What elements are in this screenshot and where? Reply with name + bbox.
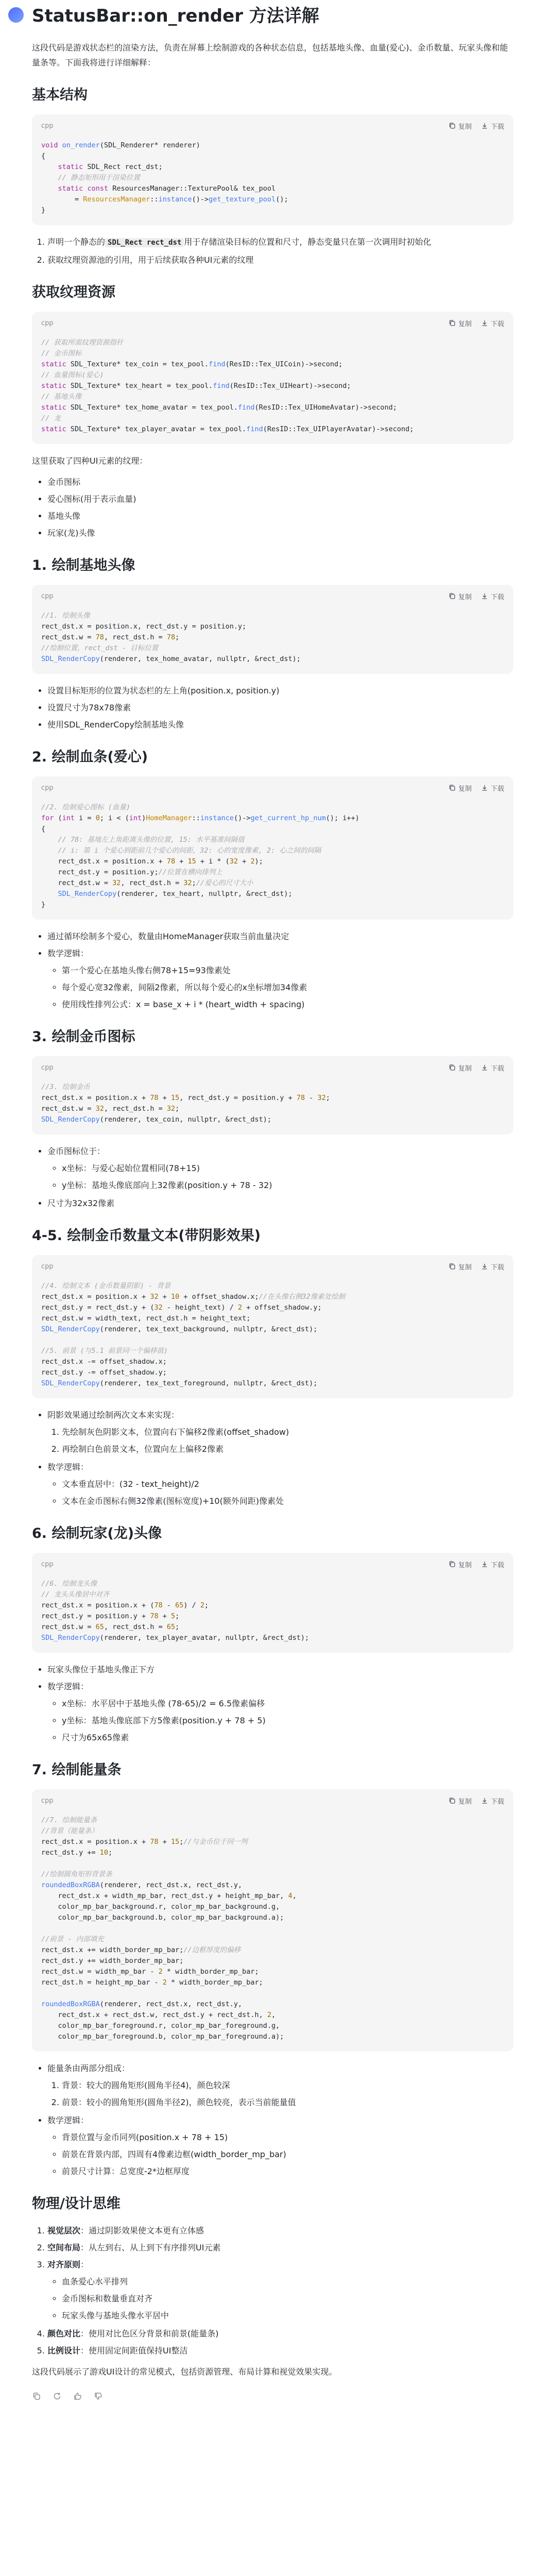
list-item: ◦ 第一个爱心在基地头像右侧78+15=93像素处 (62, 963, 513, 978)
list-item: 2. 前景：较小的圆角矩形(圆角半径2)，颜色较亮，表示当前能量值 (62, 2095, 513, 2110)
heading-hp: 2. 绘制血条(爱心) (32, 749, 148, 765)
code-block-base-avatar (32, 585, 513, 674)
code-language: cpp (41, 1063, 54, 1072)
code-header (32, 776, 513, 799)
download-button[interactable] (481, 121, 504, 131)
download-label: 下载 (490, 320, 504, 328)
math-logic-label: 数学逻辑： (47, 1682, 89, 1691)
code-language: cpp (41, 1560, 54, 1568)
download-label: 下载 (490, 1064, 504, 1073)
download-icon (481, 122, 488, 129)
list-item: 1. 声明一个静态的 SDL_Rect rect_dst 用于存储渲染目标的位置和尺寸，静态变量只在第一次调用时初始化 (47, 234, 513, 250)
code-language: cpp (41, 319, 54, 327)
download-button[interactable] (481, 318, 504, 328)
copy-label: 复制 (458, 1064, 472, 1073)
list-item: ◦ 前景在背景内部，四周有4像素边框(width_border_mp_bar) (62, 2147, 513, 2162)
heading-basic: 基本结构 (32, 87, 88, 103)
list-item: • 尺寸为32x32像素 (47, 1196, 513, 1211)
list-item: ◦ 每个爱心宽32像素，间隔2像素，所以每个爱心的x坐标增加34像素 (62, 980, 513, 995)
design-term: 空间布局 (47, 2243, 81, 2252)
thumbs-down-icon[interactable] (94, 2392, 103, 2401)
list-item: • 玩家头像位于基地头像正下方 (47, 1662, 513, 1677)
code-language: cpp (41, 592, 54, 600)
sub-list-mp-bar (47, 2130, 513, 2179)
code-header (32, 1255, 513, 1278)
sub-list-coin-icon (47, 1161, 513, 1193)
design-desc: ：通过阴影效果使文本更有立体感 (80, 2226, 204, 2235)
code-hp: //2. 绘制爱心图标 (血量) for (int i = 0; i < (int)HomeManager::instance()->get_current_hp_num(); i++) { // 78: 基地左上角距离头像的位置, 15: 水平基准间隔值 // i: 第 i 个爱心到距前几个爱心的间距，32: 心的宽度像素, 2: 心之间的间隔 rect_dst.x = position.x + 78 + 15 + i * (32 + 2); rect_dst.y = position.y;//位置在横向排列上 rect_dst.w = 32, rect_dst.h = 32;//爱心的尺寸大小 SDL_RenderCopy(renderer, tex_heart, nullptr, &rect_dst); } (41, 803, 359, 909)
list-item: • 玩家(龙)头像 (47, 526, 513, 540)
copy-label: 复制 (458, 785, 472, 793)
list-mp-bar (32, 2061, 513, 2179)
list-hp (32, 929, 513, 1012)
sub-list-hp (47, 963, 513, 1012)
code-header (32, 1789, 513, 1812)
list-item: ◦ 文本在金币图标右侧32像素(图标宽度)+10(额外间距)像素处 (62, 1494, 513, 1509)
copy-icon (449, 1263, 456, 1270)
list-texture (32, 474, 513, 540)
download-button[interactable] (481, 783, 504, 793)
design-term: 颜色对比 (47, 2329, 81, 2338)
download-button[interactable] (481, 1796, 504, 1806)
list-item: • 设置目标矩形的位置为状态栏的左上角(position.x, position.y) (47, 683, 513, 698)
code-player-avatar: //6. 绘制龙头像 // 龙头头像居中对齐 rect_dst.x = position.x + (78 - 65) / 2; rect_dst.y = position.y + 78 + 5; rect_dst.w = 65, rect_dst.h = 65; SDL_RenderCopy(renderer, tex_player_avatar, nullptr, &rect_dst); (41, 1580, 309, 1642)
list-item: ◦ 背景位置与金币同列(position.x + 78 + 15) (62, 2130, 513, 2145)
copy-label: 复制 (458, 1561, 472, 1569)
list-item: ◦ x坐标：与爱心起始位置相同(78+15) (62, 1161, 513, 1176)
design-desc: ：使用固定间距值保持UI整洁 (80, 2346, 188, 2355)
code-block-coin-text (32, 1255, 513, 1398)
list-base-avatar (32, 683, 513, 732)
heading-design: 物理/设计思维 (32, 2196, 120, 2212)
list-item: ◦ x坐标：水平居中于基地头像 (78-65)/2 = 6.5像素偏移 (62, 1696, 513, 1711)
list-item: • 设置尺寸为78x78像素 (47, 700, 513, 715)
design-desc: ：从左到右、从上到下有序排列UI元素 (80, 2243, 221, 2252)
design-term: 视觉层次 (47, 2226, 81, 2235)
list-item (47, 2343, 513, 2358)
message-actions (32, 2392, 513, 2401)
download-icon (481, 1561, 488, 1568)
sub-list-player-avatar (47, 1696, 513, 1745)
list-item (47, 1679, 513, 1745)
code-language: cpp (41, 122, 54, 130)
code-block-coin-icon (32, 1056, 513, 1134)
copy-icon (449, 1561, 456, 1568)
mp-parts-label: 能量条由两部分组成： (47, 2063, 130, 2073)
intro-text: 这段代码是游戏状态栏的渲染方法，负责在屏幕上绘制游戏的各种状态信息，包括基地头像、血量(爱心)、金币数量、玩家头像和能量条等。下面我将进行详细解释： (32, 43, 508, 67)
list-item: • 爱心图标(用于表示血量) (47, 492, 513, 506)
list-item (47, 2257, 513, 2323)
download-button[interactable] (481, 1063, 504, 1073)
copy-label: 复制 (458, 1263, 472, 1272)
code-base-avatar: //1. 绘制头像 rect_dst.x = position.x, rect_dst.y = position.y; rect_dst.w = 78, rect_dst.h = 78; //绘制位置，rect_dst - 目标位置 SDL_RenderCopy(renderer, tex_home_avatar, nullptr, &rect_dst); (41, 612, 301, 663)
list-item: ◦ 金币图标和数量垂直对齐 (62, 2291, 513, 2306)
design-term: 对齐原则 (47, 2260, 81, 2269)
list-item: ◦ 文本垂直居中：(32 - text_height)/2 (62, 1477, 513, 1492)
list-item (47, 2061, 513, 2110)
design-desc: ：使用对比色区分背景和前景(能量条) (80, 2329, 219, 2338)
copy-button[interactable] (449, 1796, 472, 1806)
math-logic-label: 数学逻辑： (47, 2115, 89, 2125)
code-header (32, 1056, 513, 1079)
copy-icon (449, 319, 456, 327)
heading-player-avatar: 6. 绘制玩家(龙)头像 (32, 1526, 162, 1541)
code-block-player-avatar (32, 1553, 513, 1653)
code-language: cpp (41, 1797, 54, 1805)
design-term: 比例设计 (47, 2346, 81, 2355)
copy-icon (449, 1064, 456, 1071)
download-label: 下载 (490, 593, 504, 601)
code-block-hp (32, 776, 513, 920)
list-item: ◦ 前景尺寸计算：总宽度-2*边框厚度 (62, 2164, 513, 2179)
copy-button[interactable] (449, 1262, 472, 1272)
list-item: • 通过循环绘制多个爱心，数量由HomeManager获取当前血量决定 (47, 929, 513, 944)
code-header (32, 312, 513, 334)
download-label: 下载 (490, 1798, 504, 1806)
list-item (47, 1460, 513, 1509)
code-header (32, 585, 513, 607)
sub-list-design (47, 2274, 513, 2323)
download-button[interactable] (481, 591, 504, 601)
download-button[interactable] (481, 1560, 504, 1569)
code-header (32, 1553, 513, 1575)
download-label: 下载 (490, 785, 504, 793)
list-item (47, 2326, 513, 2341)
list-item: 1. 背景：较大的圆角矩形(圆角半径4)，颜色较深 (62, 2078, 513, 2093)
list-item: 1. 先绘制灰色阴影文本，位置向右下偏移2像素(offset_shadow) (62, 1425, 513, 1439)
code-texture: // 获取所需纹理资源指针 // 金币图标 static SDL_Texture* tex_coin = tex_pool.find(ResID::Tex_UICoin)->second; // 血量图标(爱心) static SDL_Texture* tex_heart = tex_pool.find(ResID::Tex_UIHeart)->second; // 基地头像 static SDL_Texture* tex_home_avatar = tex_pool.find(ResID::Tex_UIHomeAvatar)->second; // 龙 static SDL_Texture* tex_player_avatar = tex_pool.find(ResID::Tex_UIPlayerAvatar)->second; (41, 338, 414, 433)
download-label: 下载 (490, 1561, 504, 1569)
copy-button[interactable] (449, 1063, 472, 1073)
code-header (32, 114, 513, 137)
page-title: StatusBar::on_render 方法详解 (32, 6, 319, 26)
download-label: 下载 (490, 1263, 504, 1272)
download-icon (481, 319, 488, 327)
texture-summary: 这里获取了四种UI元素的纹理： (32, 456, 148, 466)
code-block-texture (32, 312, 513, 444)
math-logic-label: 数学逻辑： (47, 948, 89, 958)
shadow-effect-label: 阴影效果通过绘制两次文本来实现： (47, 1410, 180, 1420)
steps-coin-text (47, 1425, 513, 1456)
outro-text: 这段代码展示了游戏UI设计的常见模式，包括资源管理、布局计算和视觉效果实现。 (32, 2367, 337, 2377)
download-icon (481, 1064, 488, 1071)
list-item: • 使用SDL_RenderCopy绘制基地头像 (47, 717, 513, 732)
copy-icon (449, 1797, 456, 1804)
list-item (47, 1144, 513, 1193)
coin-position-label: 金币图标位于： (47, 1146, 106, 1156)
title-row (32, 4, 513, 40)
copy-icon (449, 122, 456, 129)
copy-button[interactable] (449, 121, 472, 131)
list-item: ◦ 血条爱心水平排列 (62, 2274, 513, 2289)
list-basic (32, 234, 513, 267)
list-design (32, 2223, 513, 2358)
download-icon (481, 784, 488, 791)
list-item (47, 1408, 513, 1456)
list-item (47, 2223, 513, 2238)
list-item: ◦ 使用线性排列公式：x = base_x + i * (heart_width + spacing) (62, 997, 513, 1012)
download-icon (481, 1797, 488, 1804)
code-coin-icon: //3. 绘制金币 rect_dst.x = position.x + 78 + 15, rect_dst.y = position.y + 78 - 32; rect_dst.w = 32, rect_dst.h = 32; SDL_RenderCopy(renderer, tex_coin, nullptr, &rect_dst); (41, 1083, 330, 1124)
list-item (47, 2113, 513, 2179)
code-block-mp-bar (32, 1789, 513, 2052)
download-button[interactable] (481, 1262, 504, 1272)
design-desc: ： (80, 2260, 89, 2269)
copy-icon (449, 784, 456, 791)
copy-label: 复制 (458, 320, 472, 328)
download-icon (481, 592, 488, 600)
assistant-avatar (8, 7, 24, 23)
list-item: ◦ y坐标：基地头像底部下方5像素(position.y + 78 + 5) (62, 1713, 513, 1728)
code-mp-bar: //7. 绘制能量条 //背景（能量条） rect_dst.x = position.x + 78 + 15;//与金币位于同一列 rect_dst.y += 10; //绘制圆角矩形背景条 roundedBoxRGBA(renderer, rect_dst.x, rect_dst.y, rect_dst.x + width_mp_bar, rect_dst.y + height_mp_bar, 4, color_mp_bar_background.r, color_mp_bar_background.g, color_mp_bar_background.b, color_mp_bar_background.a); //前景 - 内部填充 rect_dst.x += width_border_mp_bar;//边框厚度的偏移 rect_dst.y += width_border_mp_bar; rect_dst.w = width_mp_bar - 2 * width_border_mp_bar; rect_dst.h = height_mp_bar - 2 * width_border_mp_bar; roundedBoxRGBA(renderer, rect_dst.x, rect_dst.y, rect_dst.x + rect_dst.w, rect_dst.y + rect_dst.h, 2, color_mp_bar_foreground.r, color_mp_bar_foreground.g, color_mp_bar_foreground.b, color_mp_bar_foreground.a); (41, 1816, 297, 2041)
code-block-basic (32, 114, 513, 225)
code-basic: void on_render(SDL_Renderer* renderer) { static SDL_Rect rect_dst; // 静态矩形用于渲染位置 static const ResourcesManager::TexturePool& tex_pool = ResourcesManager::instance()->get_texture_pool(); } (41, 141, 288, 214)
math-logic-label: 数学逻辑： (47, 1462, 89, 1472)
list-item: • 金币图标 (47, 474, 513, 489)
copy-message-icon[interactable] (32, 2392, 41, 2401)
list-coin-text (32, 1408, 513, 1509)
download-icon (481, 1263, 488, 1270)
list-item: • 基地头像 (47, 509, 513, 523)
copy-label: 复制 (458, 1798, 472, 1806)
code-language: cpp (41, 784, 54, 792)
heading-texture: 获取纹理资源 (32, 284, 115, 300)
download-label: 下载 (490, 123, 504, 131)
heading-base-avatar: 1. 绘制基地头像 (32, 557, 135, 573)
copy-button[interactable] (449, 783, 472, 793)
code-language: cpp (41, 1262, 54, 1270)
list-item: 2. 获取纹理资源池的引用，用于后续获取各种UI元素的纹理 (47, 252, 513, 267)
list-item: ◦ 尺寸为65x65像素 (62, 1730, 513, 1745)
heading-coin-icon: 3. 绘制金币图标 (32, 1029, 135, 1045)
copy-button[interactable] (449, 318, 472, 328)
list-player-avatar (32, 1662, 513, 1745)
list-item (47, 2240, 513, 2255)
sub-list-coin-text (47, 1477, 513, 1509)
regenerate-icon[interactable] (53, 2392, 62, 2401)
heading-coin-text: 4-5. 绘制金币数量文本(带阴影效果) (32, 1228, 261, 1244)
list-item (47, 946, 513, 1012)
list-item: ◦ y坐标：基地头像底部向上32像素(position.y + 78 - 32) (62, 1178, 513, 1193)
code-coin-text: //4. 绘制文本 (金币数量阴影) - 背景 rect_dst.x = position.x + 32 + 10 + offset_shadow.x;//在头像右侧32像素处绘制 rect_dst.y = rect_dst.y + (32 - height_text) / 2 + offset_shadow.y; rect_dst.w = width_text, rect_dst.h = height_text; SDL_RenderCopy(renderer, tex_text_background, nullptr, &rect_dst); //5. 前景 (与5.1 前景同一个偏移值) rect_dst.x -= offset_shadow.x; rect_dst.y -= offset_shadow.y; SDL_RenderCopy(renderer, tex_text_foreground, nullptr, &rect_dst); (41, 1282, 346, 1387)
copy-label: 复制 (458, 593, 472, 601)
list-item: 2. 再绘制白色前景文本，位置向左上偏移2像素 (62, 1442, 513, 1456)
copy-label: 复制 (458, 123, 472, 131)
steps-mp-bar (47, 2078, 513, 2110)
list-item: ◦ 玩家头像与基地头像水平居中 (62, 2308, 513, 2323)
copy-icon (449, 592, 456, 600)
copy-button[interactable] (449, 591, 472, 601)
thumbs-up-icon[interactable] (73, 2392, 82, 2401)
heading-mp-bar: 7. 绘制能量条 (32, 1762, 122, 1778)
copy-button[interactable] (449, 1560, 472, 1569)
list-coin-icon (32, 1144, 513, 1211)
